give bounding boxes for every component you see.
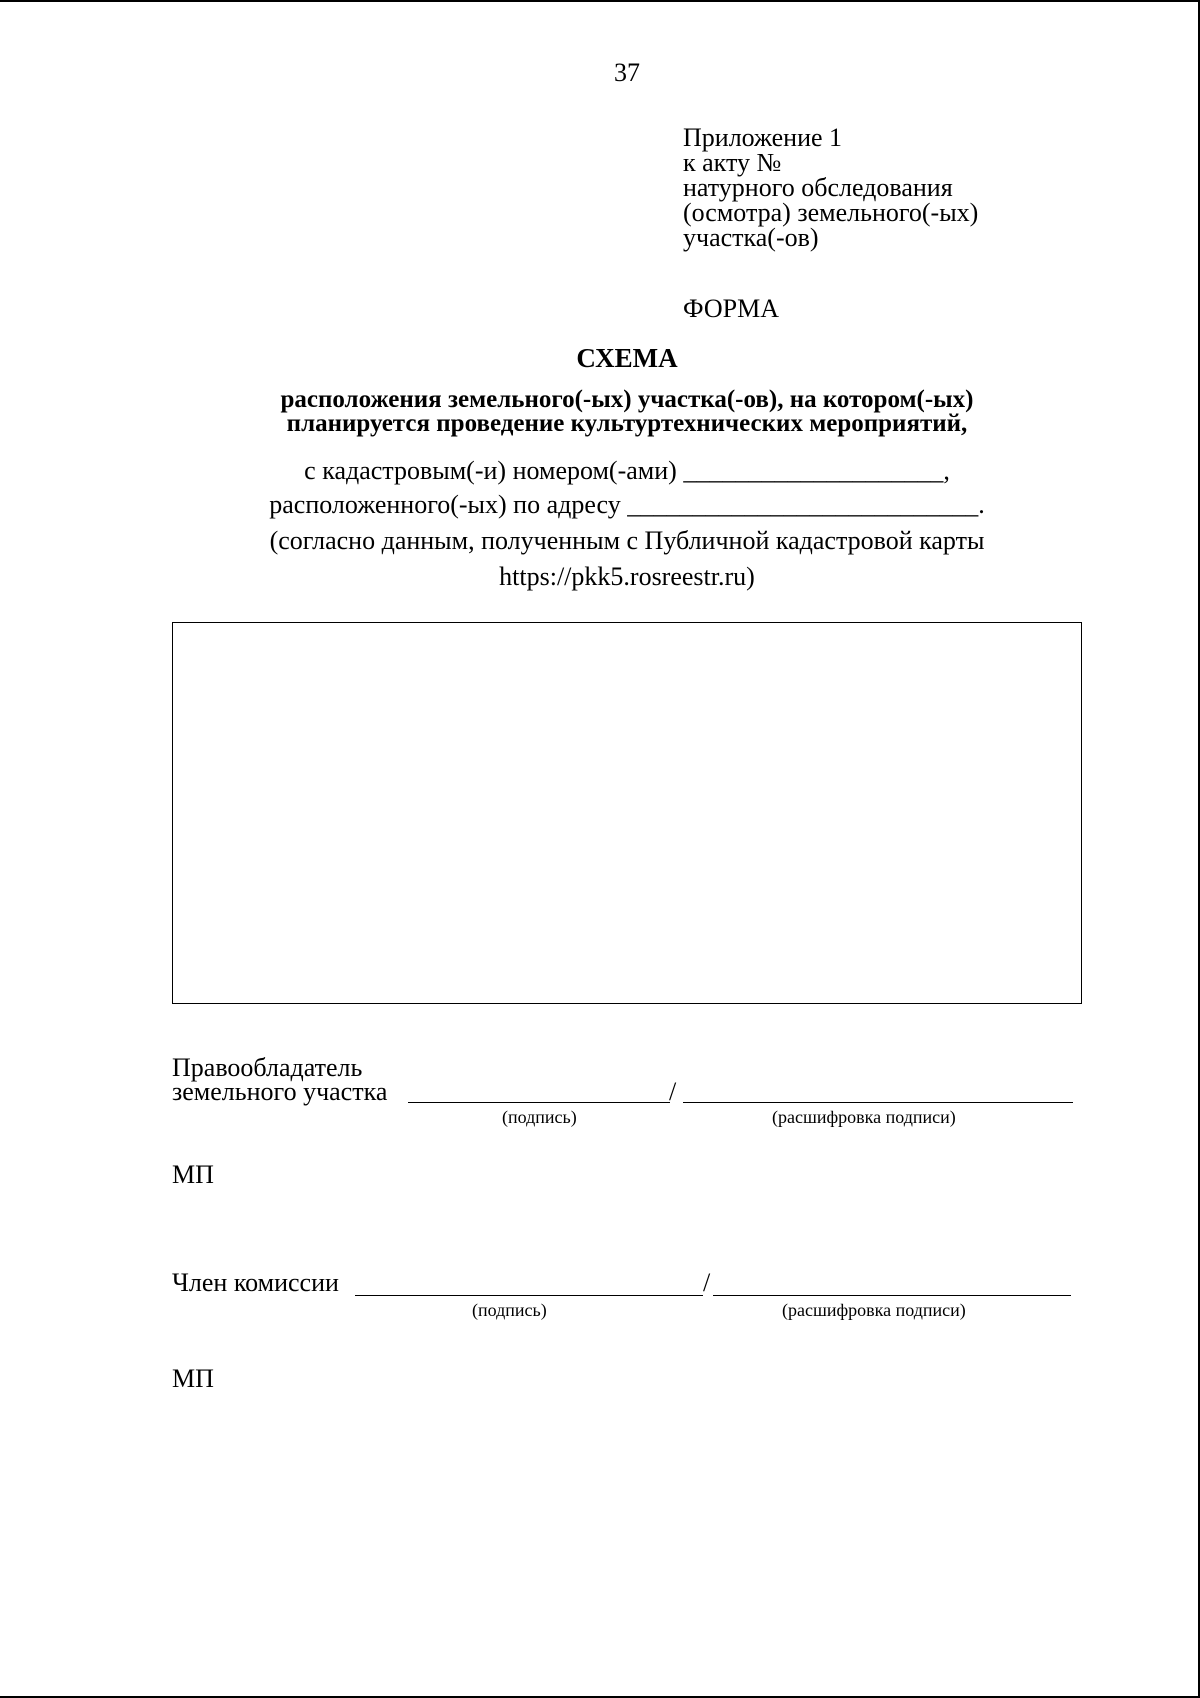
appendix-line: к акту № xyxy=(683,148,782,177)
appendix-line: Приложение 1 xyxy=(683,123,843,152)
appendix-line: натурного обследования xyxy=(683,173,953,202)
address-field[interactable]: расположенного(-ых) по адресу ___________________________. xyxy=(269,490,985,519)
source-note-line-1: (согласно данным, полученным с Публичной кадастровой карты xyxy=(269,526,985,555)
member-signature-line[interactable] xyxy=(355,1295,703,1296)
owner-signature-caption: (подпись) xyxy=(502,1107,577,1127)
page-number: 37 xyxy=(614,58,640,87)
commission-member-label: Член комиссии xyxy=(172,1268,339,1297)
owner-label-line-2: земельного участка xyxy=(172,1077,388,1106)
owner-decoding-caption: (расшифровка подписи) xyxy=(772,1107,956,1127)
member-decoding-caption: (расшифровка подписи) xyxy=(782,1300,966,1320)
owner-label-line-1: Правообладатель xyxy=(172,1053,363,1082)
page-border-top xyxy=(0,0,1200,2)
document-title: СХЕМА xyxy=(576,343,678,373)
form-label: ФОРМА xyxy=(683,294,779,323)
cadastral-number-field[interactable]: с кадастровым(-и) номером(-ами) ____________________, xyxy=(304,456,950,485)
source-note-url: https://pkk5.rosreestr.ru) xyxy=(499,562,755,591)
scheme-map-area[interactable] xyxy=(172,622,1082,1004)
appendix-note xyxy=(683,125,978,250)
appendix-line: участка(-ов) xyxy=(683,223,819,252)
subtitle-line-1: расположения земельного(-ых) участка(-ов), на котором(-ых) xyxy=(280,386,974,413)
appendix-line: (осмотра) земельного(-ых) xyxy=(683,198,979,227)
owner-decoding-line[interactable] xyxy=(683,1102,1073,1103)
member-decoding-line[interactable] xyxy=(713,1295,1071,1296)
stamp-label: МП xyxy=(172,1160,214,1189)
member-signature-caption: (подпись) xyxy=(472,1300,547,1320)
stamp-label: МП xyxy=(172,1364,214,1393)
owner-signature-line[interactable] xyxy=(408,1102,670,1103)
owner-slash: / xyxy=(669,1077,677,1106)
subtitle-line-2: планируется проведение культуртехнических мероприятий, xyxy=(286,410,968,437)
member-slash: / xyxy=(703,1268,711,1297)
